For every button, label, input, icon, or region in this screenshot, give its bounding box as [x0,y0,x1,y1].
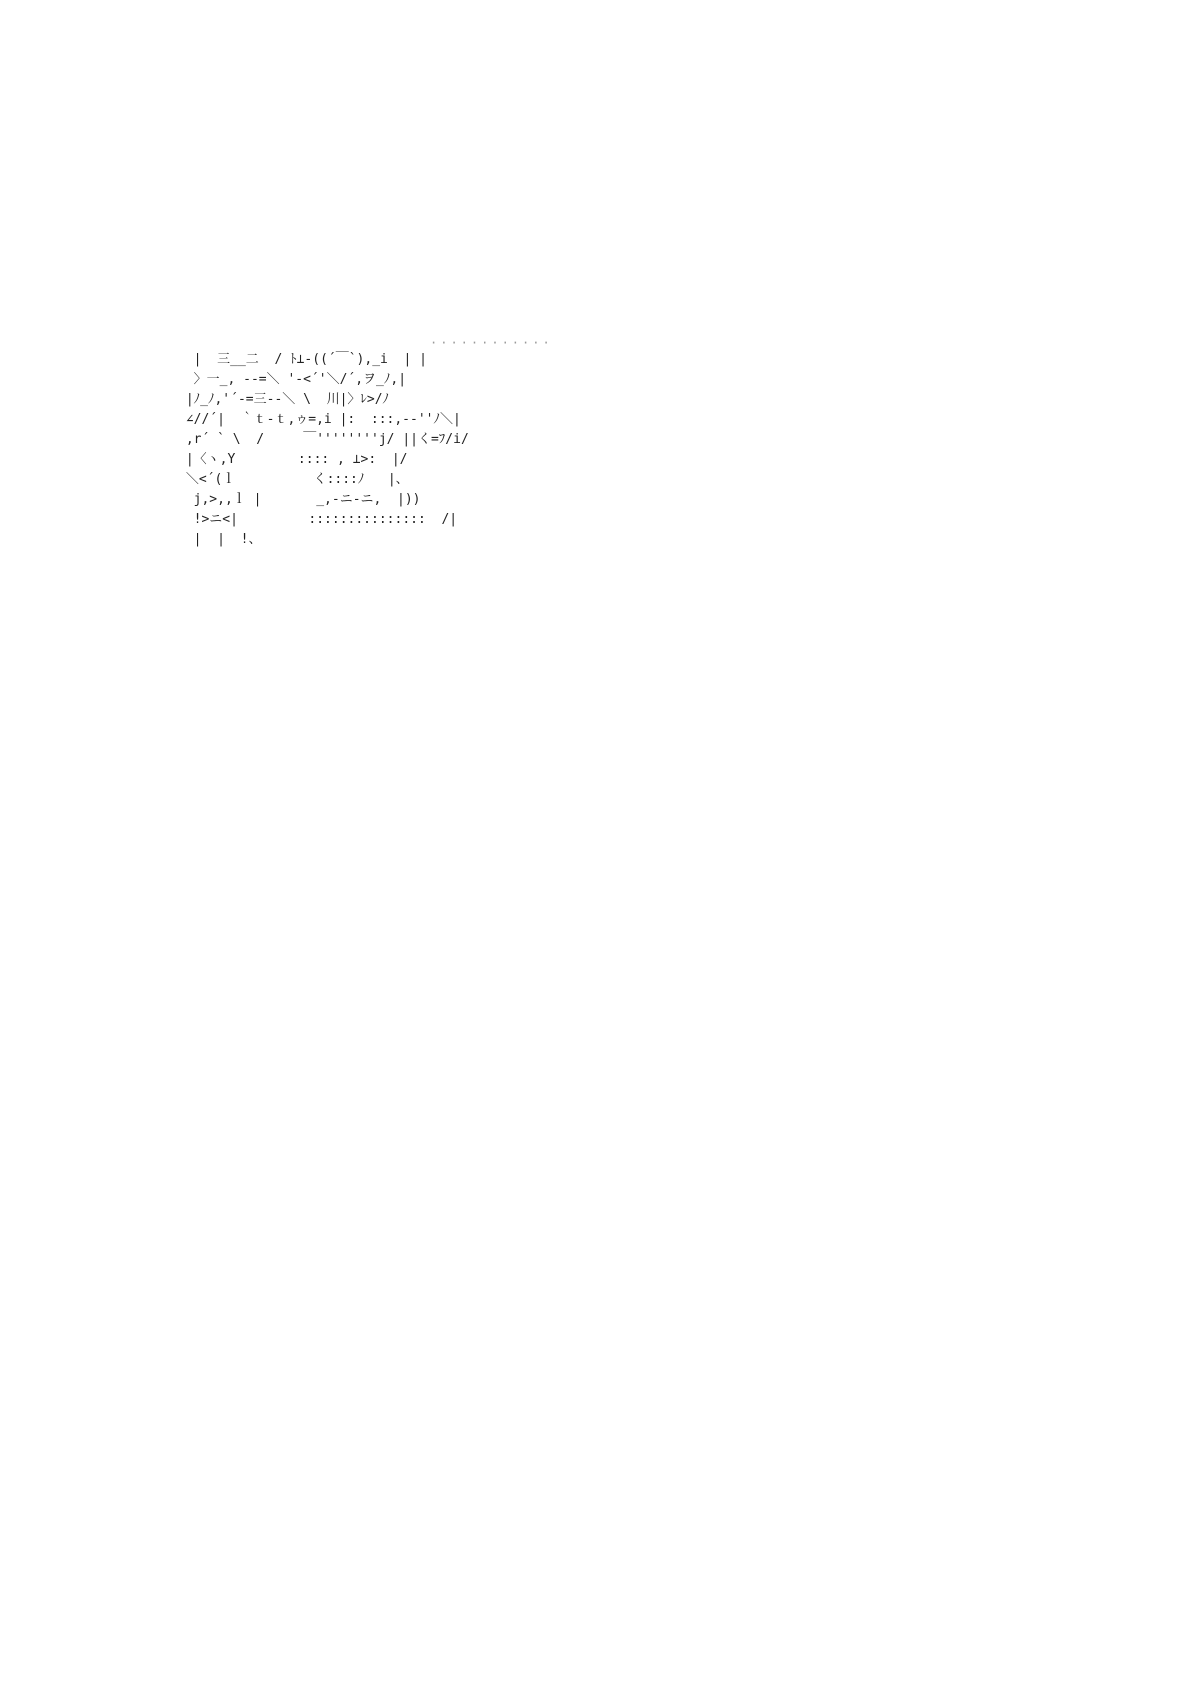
ascii-art-figure-1: | 三__二 / ﾄ⊥-((´￣`),_i | | 〉一_, --=＼ '-<´'＼/´,ヲ_ﾉ,| |ﾉ_ﾉ,'´-=三--＼ \ 川|〉ﾚ>/ﾉ ∠//´| ｀ｔ-ｔ,ゥ=,i |: :::,--''ﾉ＼| ,r´ ` \ / ￣''''''''j/ ||く=ﾌ/i/ |〈ヽ,Y :::: , ⊥>: |/ ＼<´(ｌ く::::ﾉ |、 j,>,,ｌ | _,-ニ-ニ, |)) !>ニ<| ::::::::::::::: /| | | !、 [185,352,469,547]
dotted-border: ············ [430,336,553,350]
